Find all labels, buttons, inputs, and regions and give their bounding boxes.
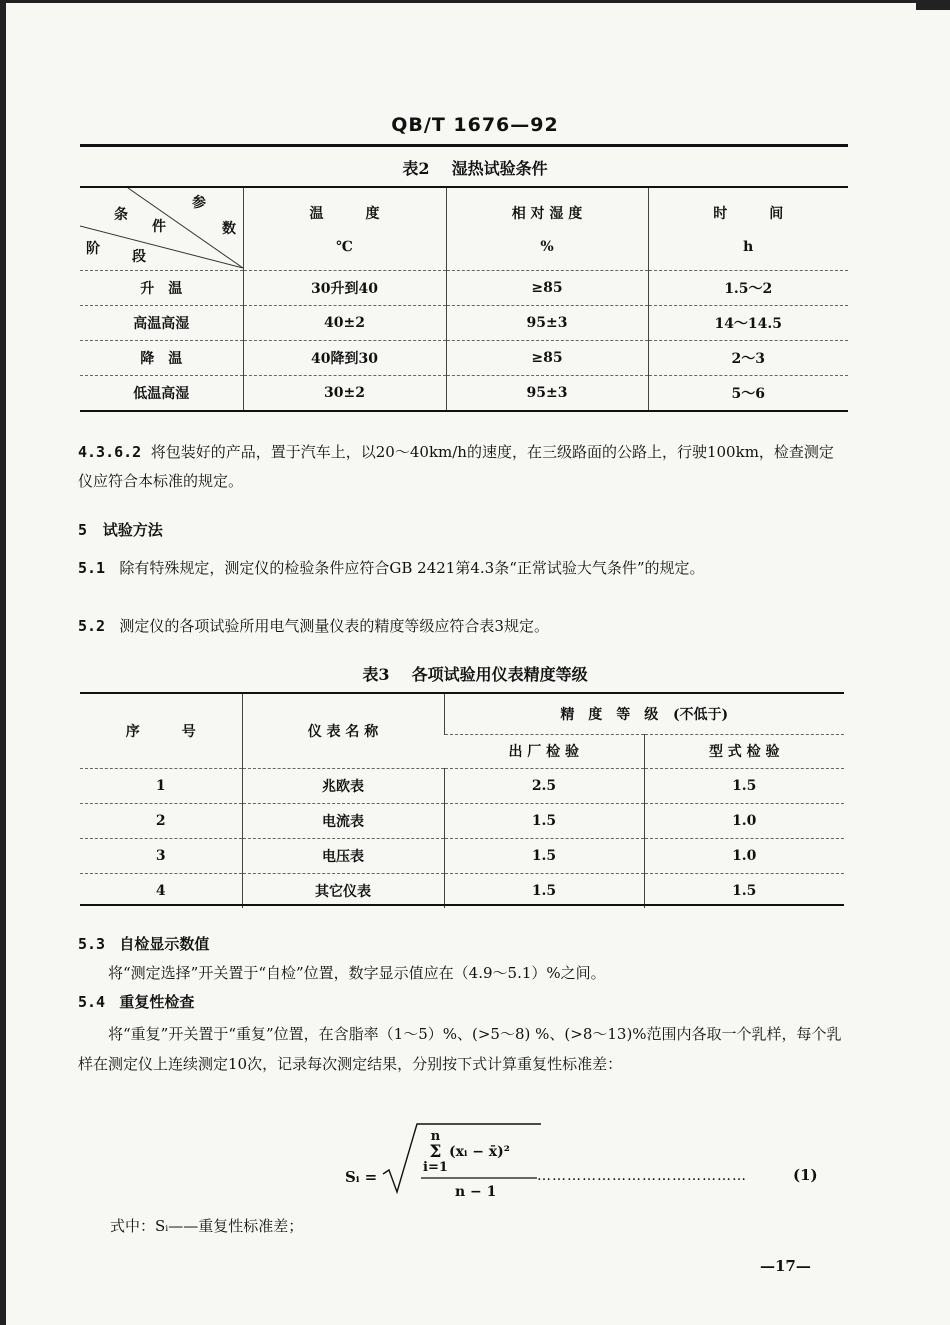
table2-header-humidity: 相 对 湿 度 % bbox=[446, 188, 648, 270]
table2-label: 表2 bbox=[402, 159, 430, 178]
corner-stage-1: 阶 bbox=[86, 241, 100, 257]
table3-bottom-rule bbox=[80, 904, 844, 906]
table3-header-seq: 序 号 bbox=[80, 694, 242, 768]
table-row: 1 兆欧表 2.5 1.5 bbox=[80, 768, 844, 803]
table2-caption bbox=[0, 156, 950, 179]
table3 bbox=[80, 694, 844, 908]
header-rule bbox=[80, 144, 848, 147]
corner-stage-2: 段 bbox=[132, 249, 146, 265]
corner-cond-1: 条 bbox=[114, 207, 128, 223]
corner-param-2: 数 bbox=[222, 221, 236, 237]
table-row: 低温高湿 30±2 95±3 5～6 bbox=[80, 375, 848, 410]
table3-title: 各项试验用仪表精度等级 bbox=[411, 665, 588, 684]
table3-header-factory: 出 厂 检 验 bbox=[444, 734, 644, 768]
table2-title: 湿热试验条件 bbox=[451, 159, 548, 178]
table-row: 升 温 30升到40 ≥85 1.5～2 bbox=[80, 270, 848, 305]
table3-header-name: 仪 表 名 称 bbox=[242, 694, 444, 768]
formula-1 bbox=[345, 1122, 845, 1202]
where-line: 式中：Sᵢ——重复性标准差； bbox=[110, 1217, 304, 1235]
clause-5-3-heading: 5.3 自检显示数值 bbox=[78, 935, 210, 953]
corner-cond-2: 件 bbox=[152, 219, 166, 235]
formula-denominator: n − 1 bbox=[455, 1184, 497, 1200]
clause-5-4-text: 将“重复”开关置于“重复”位置，在含脂率（1～5）%、(>5～8) %、(>8～13)%范围内各取一个乳样，每个乳样在测定仪上连续测定10次，记录每次测定结果，分别按下式计算重复性标准差： bbox=[78, 1025, 842, 1073]
page-number: —17— bbox=[760, 1257, 811, 1275]
table-row: 3 电压表 1.5 1.0 bbox=[80, 838, 844, 873]
summation: n Σ i=1 bbox=[423, 1129, 448, 1175]
table-row: 高温高湿 40±2 95±3 14～14.5 bbox=[80, 305, 848, 340]
table2-bottom-rule bbox=[80, 410, 848, 412]
table-row: 4 其它仪表 1.5 1.5 bbox=[80, 873, 844, 908]
table-row: 降 温 40降到30 ≥85 2～3 bbox=[80, 340, 848, 375]
table3-label: 表3 bbox=[362, 665, 390, 684]
table3-caption bbox=[0, 662, 950, 685]
clause-4-3-6-2: 4.3.6.2 将包装好的产品，置于汽车上，以20～40km/h的速度，在三级路面的公路上，行驶100km，检查测定仪应符合本标准的规定。 bbox=[78, 443, 834, 490]
clause-5-3-text: 将“测定选择”开关置于“自检”位置，数字显示值应在（4.9～5.1）%之间。 bbox=[108, 964, 606, 982]
table-row: 2 电流表 1.5 1.0 bbox=[80, 803, 844, 838]
formula-leader-dots: …………………………………… bbox=[537, 1168, 747, 1184]
clause-5-2: 5.2 测定仪的各项试验所用电气测量仪表的精度等级应符合表3规定。 bbox=[78, 617, 549, 635]
clause-5-4-heading: 5.4 重复性检查 bbox=[78, 993, 195, 1011]
clause-5-1: 5.1 除有特殊规定，测定仪的检验条件应符合GB 2421第4.3条“正常试验大气条件”的规定。 bbox=[78, 559, 705, 577]
table2 bbox=[80, 188, 848, 410]
formula-lhs: Sᵢ = bbox=[345, 1168, 378, 1186]
corner-param-1: 参 bbox=[192, 195, 206, 211]
table2-header-time: 时 间 h bbox=[648, 188, 848, 270]
table3-header-accuracy: 精 度 等 级 (不低于) bbox=[444, 694, 844, 734]
scan-corner-mark bbox=[916, 0, 950, 10]
formula-numerator: (xᵢ − x̄)² bbox=[449, 1144, 510, 1160]
standard-code: QB/T 1676—92 bbox=[391, 114, 559, 136]
table2-corner-cell bbox=[80, 188, 243, 270]
scan-edge-top bbox=[0, 0, 950, 3]
table2-header-temp: 温 度 ℃ bbox=[243, 188, 446, 270]
section-5-heading: 5 试验方法 bbox=[78, 521, 163, 539]
table3-header-type: 型 式 检 验 bbox=[644, 734, 844, 768]
formula-number: (1) bbox=[793, 1166, 818, 1184]
